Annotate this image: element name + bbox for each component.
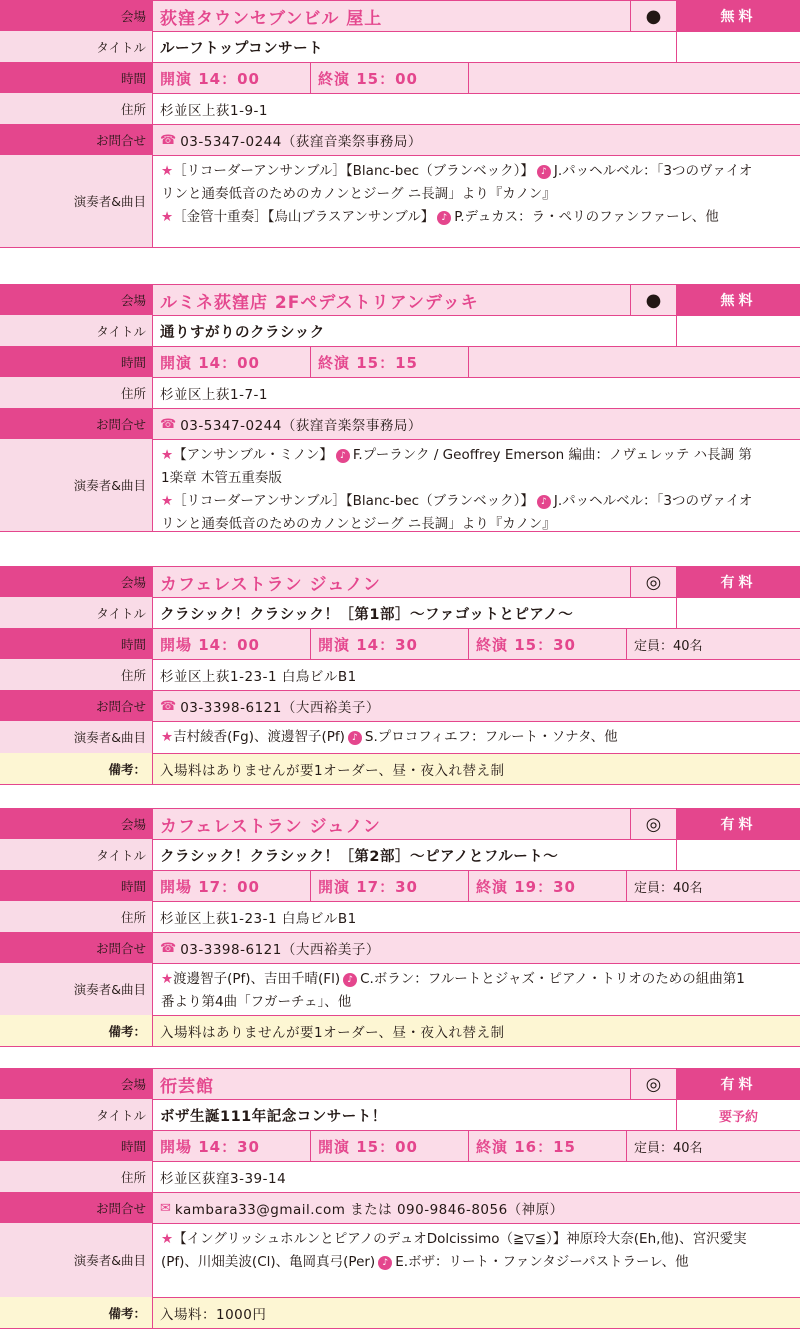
time-value: 終演 15：15 — [318, 353, 418, 372]
time-cell — [310, 62, 468, 93]
time-cell — [152, 62, 310, 93]
performers-row-label: 演奏者&曲目 — [0, 963, 152, 1015]
address-row — [0, 93, 800, 124]
piece-text: F.プーランク / Geoffrey Emerson 編曲：ノヴェレッテ ハ長調 第1楽章 木管五重奏版 — [161, 447, 752, 486]
address-cell — [152, 93, 800, 124]
star-icon: ★ — [161, 493, 174, 509]
time-cell — [152, 628, 310, 659]
contact-value[interactable]: 03-3398-6121（大西裕美子） — [180, 942, 380, 958]
title-row — [0, 1099, 800, 1130]
title-cell — [152, 315, 676, 346]
performer-entry — [161, 160, 758, 206]
piece-text: E.ボザ：リート・ファンタジーパストラーレ、他 — [395, 1254, 689, 1270]
music-note-icon: ♪ — [437, 211, 451, 225]
address-row-label: 住所 — [0, 377, 152, 408]
contact-cell — [152, 124, 800, 155]
concert-title: ルーフトップコンサート — [160, 40, 324, 57]
address-value: 杉並区上荻1-23-1 白鳥ビルB1 — [160, 669, 357, 685]
time-value: 開場 14：30 — [160, 1137, 260, 1156]
address-row-label: 住所 — [0, 659, 152, 690]
venue-symbol: ◎ — [630, 1068, 676, 1099]
performers-row-label: 演奏者&曲目 — [0, 721, 152, 753]
venue-symbol: ● — [630, 284, 676, 315]
star-icon: ★ — [161, 163, 174, 179]
address-cell — [152, 377, 800, 408]
title-row-label: タイトル — [0, 315, 152, 346]
performer-text: ［金管十重奏］【烏山ブラスアンサンブル】 — [173, 209, 435, 225]
concert-title: クラシック！クラシック！［第1部］～ファゴットとピアノ～ — [160, 606, 574, 623]
time-value: 開演 14：00 — [160, 353, 260, 372]
time-cell — [310, 346, 468, 377]
phone-icon: ☎ — [160, 132, 177, 148]
card-bottom-border — [0, 531, 800, 532]
contact-row — [0, 124, 800, 155]
address-value: 杉並区荻窪3-39-14 — [160, 1171, 287, 1187]
memo-value: 入場料はありませんが要1オーダー、昼・夜入れ替え制 — [160, 763, 505, 779]
time-cell — [310, 870, 468, 901]
venue-name: カフェレストラン ジュノン — [160, 574, 381, 595]
contact-row — [0, 408, 800, 439]
capacity-cell — [626, 1130, 800, 1161]
time-value: 終演 19：30 — [476, 877, 576, 896]
piece-text: P.デュカス：ラ・ペリのファンファーレ、他 — [454, 209, 719, 225]
address-cell — [152, 1161, 800, 1192]
time-value: 終演 15：30 — [476, 635, 576, 654]
time-value: 終演 16：15 — [476, 1137, 576, 1156]
memo-row — [0, 1297, 800, 1328]
title-row — [0, 597, 800, 628]
contact-value[interactable]: 03-5347-0244（荻窪音楽祭事務局） — [180, 134, 422, 150]
memo-cell — [152, 1015, 800, 1046]
contact-value[interactable]: 03-5347-0244（荻窪音楽祭事務局） — [180, 418, 422, 434]
reservation-note — [676, 839, 800, 870]
address-row — [0, 901, 800, 932]
venue-row-label: 会場 — [0, 808, 152, 839]
reservation-note — [676, 315, 800, 346]
venue-row — [0, 0, 800, 31]
piece-text: C.ボラン：フルートとジャズ・ピアノ・トリオのための組曲第1番より第4曲「フガーチェ」、他 — [161, 971, 745, 1010]
venue-row — [0, 566, 800, 597]
phone-icon: ☎ — [160, 698, 177, 714]
fee-badge: 有料 — [676, 1068, 800, 1099]
time-cell — [468, 870, 626, 901]
music-note-icon: ♪ — [537, 165, 551, 179]
star-icon: ★ — [161, 447, 174, 463]
title-row — [0, 31, 800, 62]
capacity-cell — [626, 628, 800, 659]
time-row — [0, 870, 800, 901]
contact-row-label: お問合せ — [0, 690, 152, 721]
music-note-icon: ♪ — [537, 495, 551, 509]
memo-row — [0, 1015, 800, 1046]
title-cell — [152, 597, 676, 628]
address-row-label: 住所 — [0, 93, 152, 124]
memo-row-label: 備考： — [0, 1015, 152, 1046]
time-value: 開場 14：00 — [160, 635, 260, 654]
time-row-label: 時間 — [0, 62, 152, 93]
performer-entry — [161, 968, 758, 1014]
performer-text: ［リコーダーアンサンブル］【Blanc-bec（ブランベック）】 — [173, 493, 534, 509]
performer-text: 【アンサンブル・ミノン】 — [173, 447, 333, 463]
time-row-label: 時間 — [0, 346, 152, 377]
time-cell — [468, 1130, 626, 1161]
venue-name: 荻窪タウンセブンビル 屋上 — [160, 8, 383, 29]
address-row — [0, 377, 800, 408]
performers-row — [0, 1223, 800, 1297]
venue-cell — [152, 808, 630, 839]
contact-row — [0, 1192, 800, 1223]
performers-row — [0, 721, 800, 753]
piece-text: S.プロコフィエフ：フルート・ソナタ、他 — [364, 729, 618, 745]
contact-cell — [152, 932, 800, 963]
concert-title: 通りすがりのクラシック — [160, 324, 325, 341]
venue-row-label: 会場 — [0, 284, 152, 315]
contact-row-label: お問合せ — [0, 408, 152, 439]
reservation-note — [676, 597, 800, 628]
time-row — [0, 62, 800, 93]
address-row-label: 住所 — [0, 901, 152, 932]
time-cell — [310, 628, 468, 659]
contact-row-label: お問合せ — [0, 932, 152, 963]
performers-cell — [152, 439, 800, 531]
memo-row-label: 備考： — [0, 1297, 152, 1328]
performers-cell — [152, 721, 800, 753]
performers-row-label: 演奏者&曲目 — [0, 439, 152, 531]
venue-symbol: ◎ — [630, 566, 676, 597]
performer-entry — [161, 726, 758, 749]
performers-row-label: 演奏者&曲目 — [0, 1223, 152, 1297]
address-value: 杉並区上荻1-23-1 白鳥ビルB1 — [160, 911, 357, 927]
venue-row-label: 会場 — [0, 1068, 152, 1099]
title-row-label: タイトル — [0, 839, 152, 870]
time-row — [0, 628, 800, 659]
time-cell — [152, 870, 310, 901]
contact-row-label: お問合せ — [0, 1192, 152, 1223]
contact-value[interactable]: 03-3398-6121（大西裕美子） — [180, 700, 380, 716]
phone-icon: ☎ — [160, 940, 177, 956]
music-note-icon: ♪ — [378, 1256, 392, 1270]
performers-cell — [152, 155, 800, 247]
star-icon: ★ — [161, 1231, 174, 1247]
time-value: 開場 17：00 — [160, 877, 260, 896]
address-row-label: 住所 — [0, 1161, 152, 1192]
performers-row — [0, 963, 800, 1015]
address-cell — [152, 659, 800, 690]
venue-symbol: ◎ — [630, 808, 676, 839]
performer-text: ［リコーダーアンサンブル］【Blanc-bec（ブランベック）】 — [173, 163, 534, 179]
time-cell — [310, 1130, 468, 1161]
phone-icon: ☎ — [160, 416, 177, 432]
time-row-label: 時間 — [0, 628, 152, 659]
memo-row-label: 備考： — [0, 753, 152, 784]
venue-row — [0, 284, 800, 315]
venue-row — [0, 808, 800, 839]
memo-cell — [152, 1297, 800, 1328]
contact-row-label: お問合せ — [0, 124, 152, 155]
fee-badge: 有料 — [676, 566, 800, 597]
contact-cell — [152, 1192, 800, 1223]
mail-icon: ✉ — [160, 1200, 171, 1216]
venue-cell — [152, 1068, 630, 1099]
title-row-label: タイトル — [0, 31, 152, 62]
address-row — [0, 659, 800, 690]
performers-row — [0, 155, 800, 247]
time-row — [0, 346, 800, 377]
address-cell — [152, 901, 800, 932]
address-row — [0, 1161, 800, 1192]
time-row-label: 時間 — [0, 1130, 152, 1161]
fee-badge: 無料 — [676, 0, 800, 31]
music-note-icon: ♪ — [348, 731, 362, 745]
performer-entry — [161, 1228, 758, 1274]
memo-row — [0, 753, 800, 784]
title-cell — [152, 1099, 676, 1130]
capacity-cell — [468, 62, 800, 93]
performer-text: 吉村綾香(Fg)、渡邊智子(Pf) — [173, 729, 345, 745]
venue-name: ルミネ荻窪店 2Fペデストリアンデッキ — [160, 292, 479, 313]
music-note-icon: ♪ — [343, 973, 357, 987]
performers-row-label: 演奏者&曲目 — [0, 155, 152, 247]
title-cell — [152, 839, 676, 870]
memo-cell — [152, 753, 800, 784]
venue-cell — [152, 284, 630, 315]
concert-title: ボザ生誕111年記念コンサート！ — [160, 1108, 387, 1125]
time-value: 開演 15：00 — [318, 1137, 418, 1156]
address-value: 杉並区上荻1-9-1 — [160, 103, 269, 119]
fee-badge: 有料 — [676, 808, 800, 839]
title-cell — [152, 31, 676, 62]
capacity-value: 定員：40名 — [634, 1140, 703, 1156]
card-bottom-border — [0, 784, 800, 785]
performers-cell — [152, 963, 800, 1015]
capacity-value: 定員：40名 — [634, 638, 703, 654]
fee-badge: 無料 — [676, 284, 800, 315]
performer-entry — [161, 206, 758, 229]
venue-name: 衎芸館 — [160, 1076, 214, 1097]
capacity-cell — [626, 870, 800, 901]
contact-row — [0, 690, 800, 721]
time-value: 開演 14：00 — [160, 69, 260, 88]
address-value: 杉並区上荻1-7-1 — [160, 387, 269, 403]
venue-name: カフェレストラン ジュノン — [160, 816, 381, 837]
title-row — [0, 315, 800, 346]
memo-value: 入場料：1000円 — [160, 1307, 267, 1323]
time-value: 開演 17：30 — [318, 877, 418, 896]
time-value: 終演 15：00 — [318, 69, 418, 88]
reservation-note — [676, 31, 800, 62]
star-icon: ★ — [161, 209, 174, 225]
concert-title: クラシック！クラシック！［第2部］～ピアノとフルート～ — [160, 848, 559, 865]
piece-text: J.パッヘルベル：「3つのヴァイオリンと通奏低音のためのカノンとジーグ ニ長調」より『カノン』 — [161, 493, 753, 532]
time-row-label: 時間 — [0, 870, 152, 901]
performer-entry — [161, 444, 758, 490]
time-cell — [468, 628, 626, 659]
contact-cell — [152, 408, 800, 439]
capacity-value: 定員：40名 — [634, 880, 703, 896]
star-icon: ★ — [161, 971, 174, 987]
piece-text: J.パッヘルベル：「3つのヴァイオリンと通奏低音のためのカノンとジーグ ニ長調」より『カノン』 — [161, 163, 753, 202]
performer-text: 渡邊智子(Pf)、吉田千晴(Fl) — [173, 971, 341, 987]
title-row-label: タイトル — [0, 1099, 152, 1130]
card-bottom-border — [0, 247, 800, 248]
venue-symbol: ● — [630, 0, 676, 31]
memo-value: 入場料はありませんが要1オーダー、昼・夜入れ替え制 — [160, 1025, 505, 1041]
title-row-label: タイトル — [0, 597, 152, 628]
capacity-cell — [468, 346, 800, 377]
performer-text: 【イングリッシュホルンとピアノのデュオDolcissimo（≧▽≦）】神原玲大奈(Eh,他)、宮沢愛実(Pf)、川畑美波(Cl)、亀岡真弓(Per) — [161, 1231, 747, 1270]
venue-row-label: 会場 — [0, 566, 152, 597]
performers-row — [0, 439, 800, 531]
contact-cell — [152, 690, 800, 721]
star-icon: ★ — [161, 729, 174, 745]
time-cell — [152, 1130, 310, 1161]
contact-row — [0, 932, 800, 963]
reservation-note: 要予約 — [676, 1099, 800, 1130]
venue-cell — [152, 566, 630, 597]
venue-row-label: 会場 — [0, 0, 152, 31]
time-row — [0, 1130, 800, 1161]
venue-cell — [152, 0, 630, 31]
title-row — [0, 839, 800, 870]
time-cell — [152, 346, 310, 377]
music-note-icon: ♪ — [336, 449, 350, 463]
contact-value[interactable]: kambara33@gmail.com または 090-9846-8056（神原） — [174, 1202, 564, 1218]
venue-row — [0, 1068, 800, 1099]
time-value: 開演 14：30 — [318, 635, 418, 654]
performers-cell — [152, 1223, 800, 1297]
performer-entry — [161, 490, 758, 536]
card-bottom-border — [0, 1328, 800, 1329]
card-bottom-border — [0, 1046, 800, 1047]
